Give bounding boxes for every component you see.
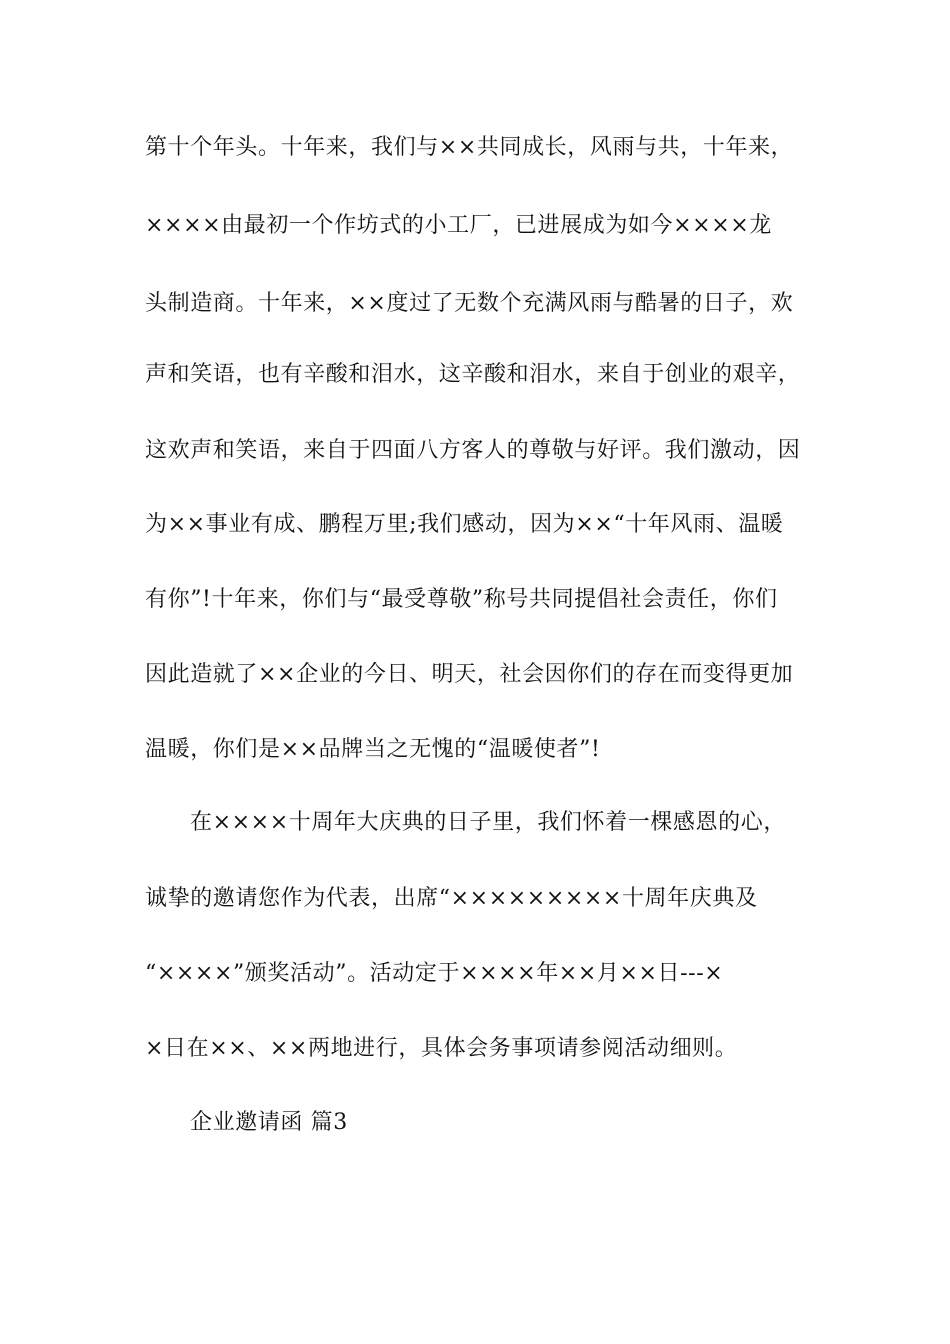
paragraph-line: ×日在××、××两地进行，具体会务事项请参阅活动细则。 xyxy=(145,1036,738,1061)
paragraph-line: 因此造就了××企业的今日、明天，社会因你们的存在而变得更加 xyxy=(145,662,794,687)
paragraph-line: ××××由最初一个作坊式的小工厂，已进展成为如今××××龙 xyxy=(145,213,772,238)
paragraph-line: 温暖，你们是××品牌当之无愧的“温暖使者”! xyxy=(145,737,601,762)
paragraph-line: 这欢声和笑语，来自于四面八方客人的尊敬与好评。我们激动，因 xyxy=(145,438,801,463)
paragraph-line: 有你”!十年来，你们与“最受尊敬”称号共同提倡社会责任，你们 xyxy=(145,587,778,612)
section-heading: 企业邀请函 篇3 xyxy=(190,1110,348,1135)
paragraph-line: 头制造商。十年来，××度过了无数个充满风雨与酷暑的日子，欢 xyxy=(145,291,794,316)
paragraph-line: “××××”颁奖活动”。活动定于××××年××月××日---× xyxy=(145,961,724,986)
paragraph-line: 诚挚的邀请您作为代表，出席“×××××××××十周年庆典及 xyxy=(145,886,758,911)
paragraph-line: 为××事业有成、鹏程万里;我们感动，因为××“十年风雨、温暖 xyxy=(145,512,784,537)
paragraph-line: 声和笑语，也有辛酸和泪水，这辛酸和泪水，来自于创业的艰辛， xyxy=(145,362,801,387)
paragraph-line: 在××××十周年大庆典的日子里，我们怀着一棵感恩的心， xyxy=(190,810,786,835)
paragraph-line: 第十个年头。十年来，我们与××共同成长，风雨与共，十年来， xyxy=(145,135,794,160)
